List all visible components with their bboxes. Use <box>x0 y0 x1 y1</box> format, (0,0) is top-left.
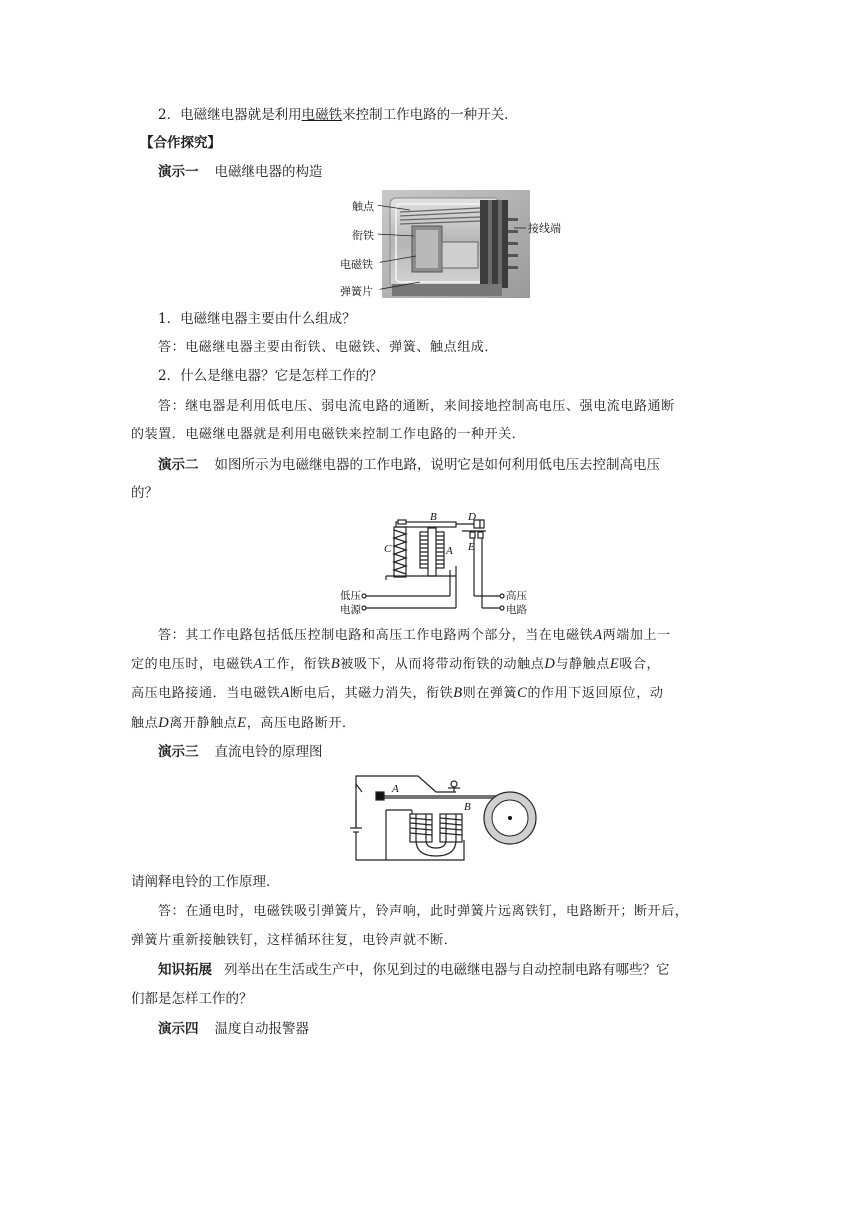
text: 则在弹簧 <box>462 686 518 701</box>
label-terminal: 接线端 <box>528 222 561 235</box>
demo2-heading <box>158 455 763 475</box>
label-armature: 衔铁 <box>352 229 374 242</box>
var: D <box>158 715 170 731</box>
answer-4-line-1: 答：在通电时，电磁铁吸引弹簧片，铃声响，此时弹簧片远离铁钉，电路断开；断开后， <box>158 904 689 919</box>
text: 被吸下，从而将带动衔铁的动触点 <box>340 657 545 672</box>
demo1-heading <box>158 162 763 182</box>
var: E <box>609 656 620 672</box>
label-high-voltage: 高压 <box>506 590 527 602</box>
extension-text-cont: 们都是怎样工作的？ <box>131 991 253 1007</box>
label-D: D <box>468 511 476 523</box>
label-E: E <box>468 541 475 553</box>
text: 离开静触点 <box>169 716 238 731</box>
label-spring: 弹簧片 <box>340 285 373 298</box>
electric-bell-diagram <box>346 770 546 866</box>
answer-2-line-1: 答：继电器是利用低电压、弱电流电路的通断，来间接地控制高电压、强电流电路通断 <box>158 399 675 414</box>
demo-title: 如图所示为电磁继电器的工作电路，说明它是如何利用低电压去控制高电压 <box>214 457 660 473</box>
section-heading: 【合作探究】 <box>140 135 221 151</box>
demo4-heading <box>158 1019 763 1039</box>
label-power-source: 电源 <box>340 604 361 616</box>
answer-3-line-3 <box>131 683 736 704</box>
label-B: B <box>464 801 471 813</box>
demo2-heading-cont: 的？ <box>131 485 158 501</box>
text: ，高压电路断开． <box>246 716 356 731</box>
text: 2．电磁继电器就是利用 <box>158 107 302 123</box>
var: B <box>453 685 463 701</box>
extension-text: 列举出在生活或生产中，你见到过的电磁继电器与自动控制电路有哪些？它 <box>224 962 670 978</box>
label-low-voltage: 低压 <box>340 590 361 602</box>
answer-1: 答：电磁继电器主要由衔铁、电磁铁、弹簧、触点组成． <box>158 340 499 355</box>
text: 两端加上一 <box>602 628 671 643</box>
label-circuit: 电路 <box>506 604 527 616</box>
var: A <box>280 685 291 701</box>
question-2: 2．什么是继电器？它是怎样工作的？ <box>158 368 383 384</box>
var: B <box>330 656 341 672</box>
demo-label: 演示四 <box>158 1021 199 1037</box>
answer-3-line-2 <box>131 654 736 675</box>
question-1: 1．电磁继电器主要由什么组成？ <box>158 311 356 327</box>
text: 工作，衔铁 <box>262 657 331 672</box>
text: 定的电压时，电磁铁 <box>131 657 254 672</box>
var: A <box>253 656 263 672</box>
demo-title: 温度自动报警器 <box>214 1021 309 1037</box>
answer-2-line-2: 的装置．电磁继电器就是利用电磁铁来控制工作电路的一种开关． <box>131 427 526 442</box>
demo-title: 直流电铃的原理图 <box>214 744 323 760</box>
extension-heading <box>158 960 763 980</box>
label-electromagnet: 电磁铁 <box>340 258 373 271</box>
relay-photo <box>330 190 590 300</box>
var: D <box>544 656 556 672</box>
var: A <box>593 627 603 643</box>
var: E <box>237 715 247 731</box>
extension-label: 知识拓展 <box>158 962 212 978</box>
text: 答：其工作电路包括低压控制电路和高压工作电路两个部分，当在电磁铁 <box>158 628 594 643</box>
text: 高压电路接通．当电磁铁 <box>131 686 281 701</box>
demo-label: 演示三 <box>158 744 199 760</box>
demo-title: 电磁继电器的构造 <box>214 164 323 180</box>
label-contact: 触点 <box>352 200 374 213</box>
paragraph-electromagnetic-relay <box>158 105 763 125</box>
relay-circuit-diagram <box>340 510 546 618</box>
underlined-term: 电磁铁 <box>301 107 343 123</box>
answer-3-line-4 <box>131 713 736 734</box>
text: 触点 <box>131 716 159 731</box>
text: 吸合， <box>619 657 661 672</box>
label-C: C <box>384 543 392 555</box>
text: 与静触点 <box>555 657 610 672</box>
label-A: A <box>446 545 453 557</box>
answer-4-line-2: 弹簧片重新接触铁钉，这样循环往复，电铃声就不断． <box>131 933 458 948</box>
demo-label: 演示二 <box>158 457 199 473</box>
text: 来控制工作电路的一种开关． <box>342 107 518 123</box>
demo-label: 演示一 <box>158 164 199 180</box>
label-B: B <box>430 511 437 523</box>
text: 断电后，其磁力消失，衔铁 <box>290 686 454 701</box>
label-A: A <box>392 783 399 795</box>
question-4: 请阐释电铃的工作原理． <box>131 874 280 890</box>
answer-3-line-1 <box>158 625 763 646</box>
demo3-heading <box>158 742 763 762</box>
text: 的作用下返回原位，动 <box>527 686 664 701</box>
var: C <box>517 685 528 701</box>
